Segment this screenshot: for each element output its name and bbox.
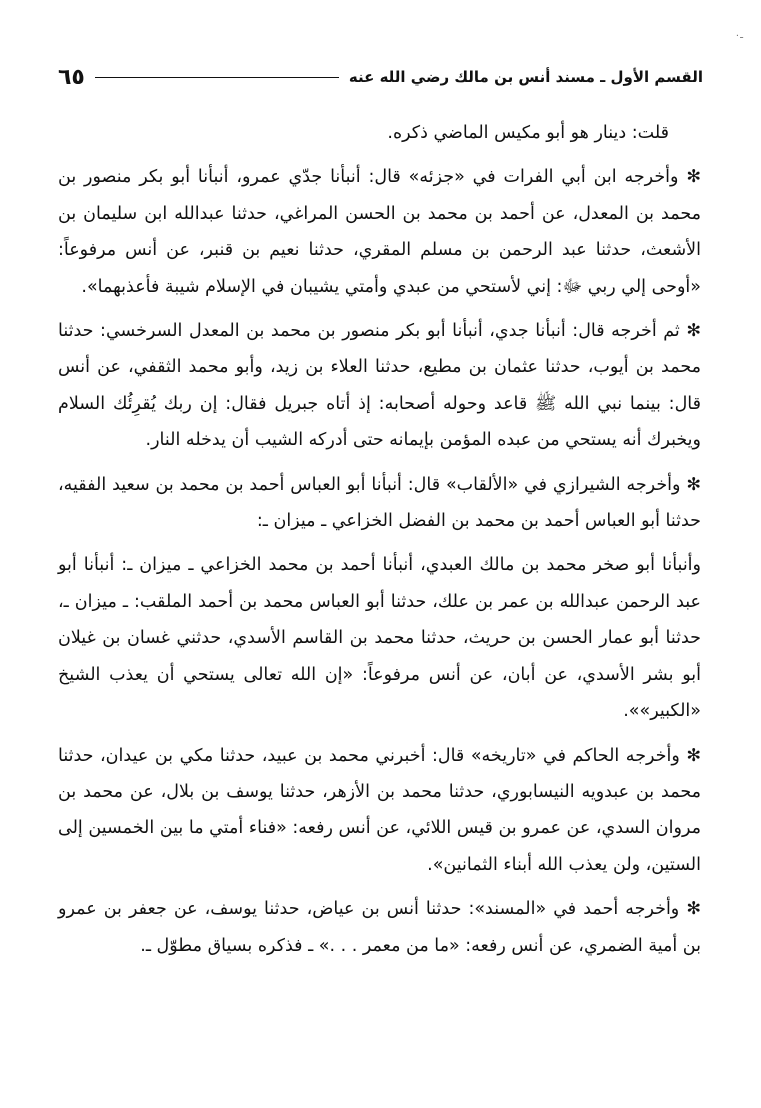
paragraph-ibn-abi-al-furat: ✻ وأخرجه ابن أبي الفرات في «جزئه» قال: أنبأنا جدّي عمرو، أنبأنا أبو بكر منصور بن محمد بن المعدل، عن أحمد بن محمد بن الحسن المراغي، حدثنا عبدالله ابن سليمان بن الأشعث، حدثنا عبد الرحمن بن مسلم المقري، حدثنا نعيم بن قنبر، عن أنس مرفوعاً: «أوحى إلي ربي ﷻ: إني لأستحي من عبدي وأمتي يشيبان في الإسلام شيبة فأعذبهما». [58,167,701,297]
header-rule [95,77,339,78]
paragraph-second-chain: ✻ ثم أخرجه قال: أنبأنا جدي، أنبأنا أبو بكر منصور بن محمد بن المعدل السرخسي: حدثنا محمد بن أيوب، حدثنا عثمان بن مطيع، حدثنا العلاء بن زيد، وأبو محمد الثقفي، عن أنس قال: بينما نبي الله ﷺ قاعد وحوله أصحابه: إذ أتاه جبريل فقال: إن ربك يُقرِئُك السلام ويخبرك أنه يستحي من عبده المؤمن بإيمانه حتى أدركه الشيب أن يدخله النار. [58,321,701,451]
paragraph-abu-sakhr: وأنبأنا أبو صخر محمد بن مالك العبدي، أنبأنا أحمد بن محمد الخزاعي ـ ميزان ـ: أنبأنا أبو عبد الرحمن عبدالله بن عمر بن علك، حدثنا أبو العباس محمد بن أحمد الملقب: ـ ميزان ـ، حدثنا أبو عمار الحسن بن حريث، حدثنا محمد بن القاسم الأسدي، حدثني غسان بن غيلان أبو بشر الأسدي، عن أبان، عن أنس مرفوعاً: «إن الله تعالى يستحي أن يعذب الشيخ «الكبير»». [58,555,701,722]
page-number: ٦٥ [58,64,85,90]
body-text [58,115,701,972]
running-title: القسم الأول ـ مسند أنس بن مالك رضي الله عنه [348,68,703,86]
running-header [58,62,703,92]
paragraph-ahmad: ✻ وأخرجه أحمد في «المسند»: حدثنا أنس بن عياض، حدثنا يوسف، عن جعفر بن عمرو بن أمية الضمري، عن أنس رفعه: «ما من معمر . . .» ـ فذكره بسياق مطوّل ـ. [58,899,701,956]
paragraph-note: قلت: دينار هو أبو مكيس الماضي ذكره. [387,123,669,143]
corner-mark: ـ٠ [734,30,743,41]
paragraph-shirazi: ✻ وأخرجه الشيرازي في «الألقاب» قال: أنبأنا أبو العباس أحمد بن محمد بن سعيد الفقيه، حدثنا أبو العباس أحمد بن محمد بن الفضل الخزاعي ـ ميزان ـ: [58,474,701,532]
paragraph-hakim: ✻ وأخرجه الحاكم في «تاريخه» قال: أخبرني محمد بن عبيد، حدثنا مكي بن عيدان، حدثنا محمد بن عبدويه النيسابوري، حدثنا محمد بن الأزهر، حدثنا يوسف بن بلال، عن محمد بن مروان السدي، عن عمرو بن قيس اللائي، عن أنس رفعه: «فناء أمتي ما بين الخمسين إلى الستين، ولن يعذب الله أبناء الثمانين». [58,745,701,875]
